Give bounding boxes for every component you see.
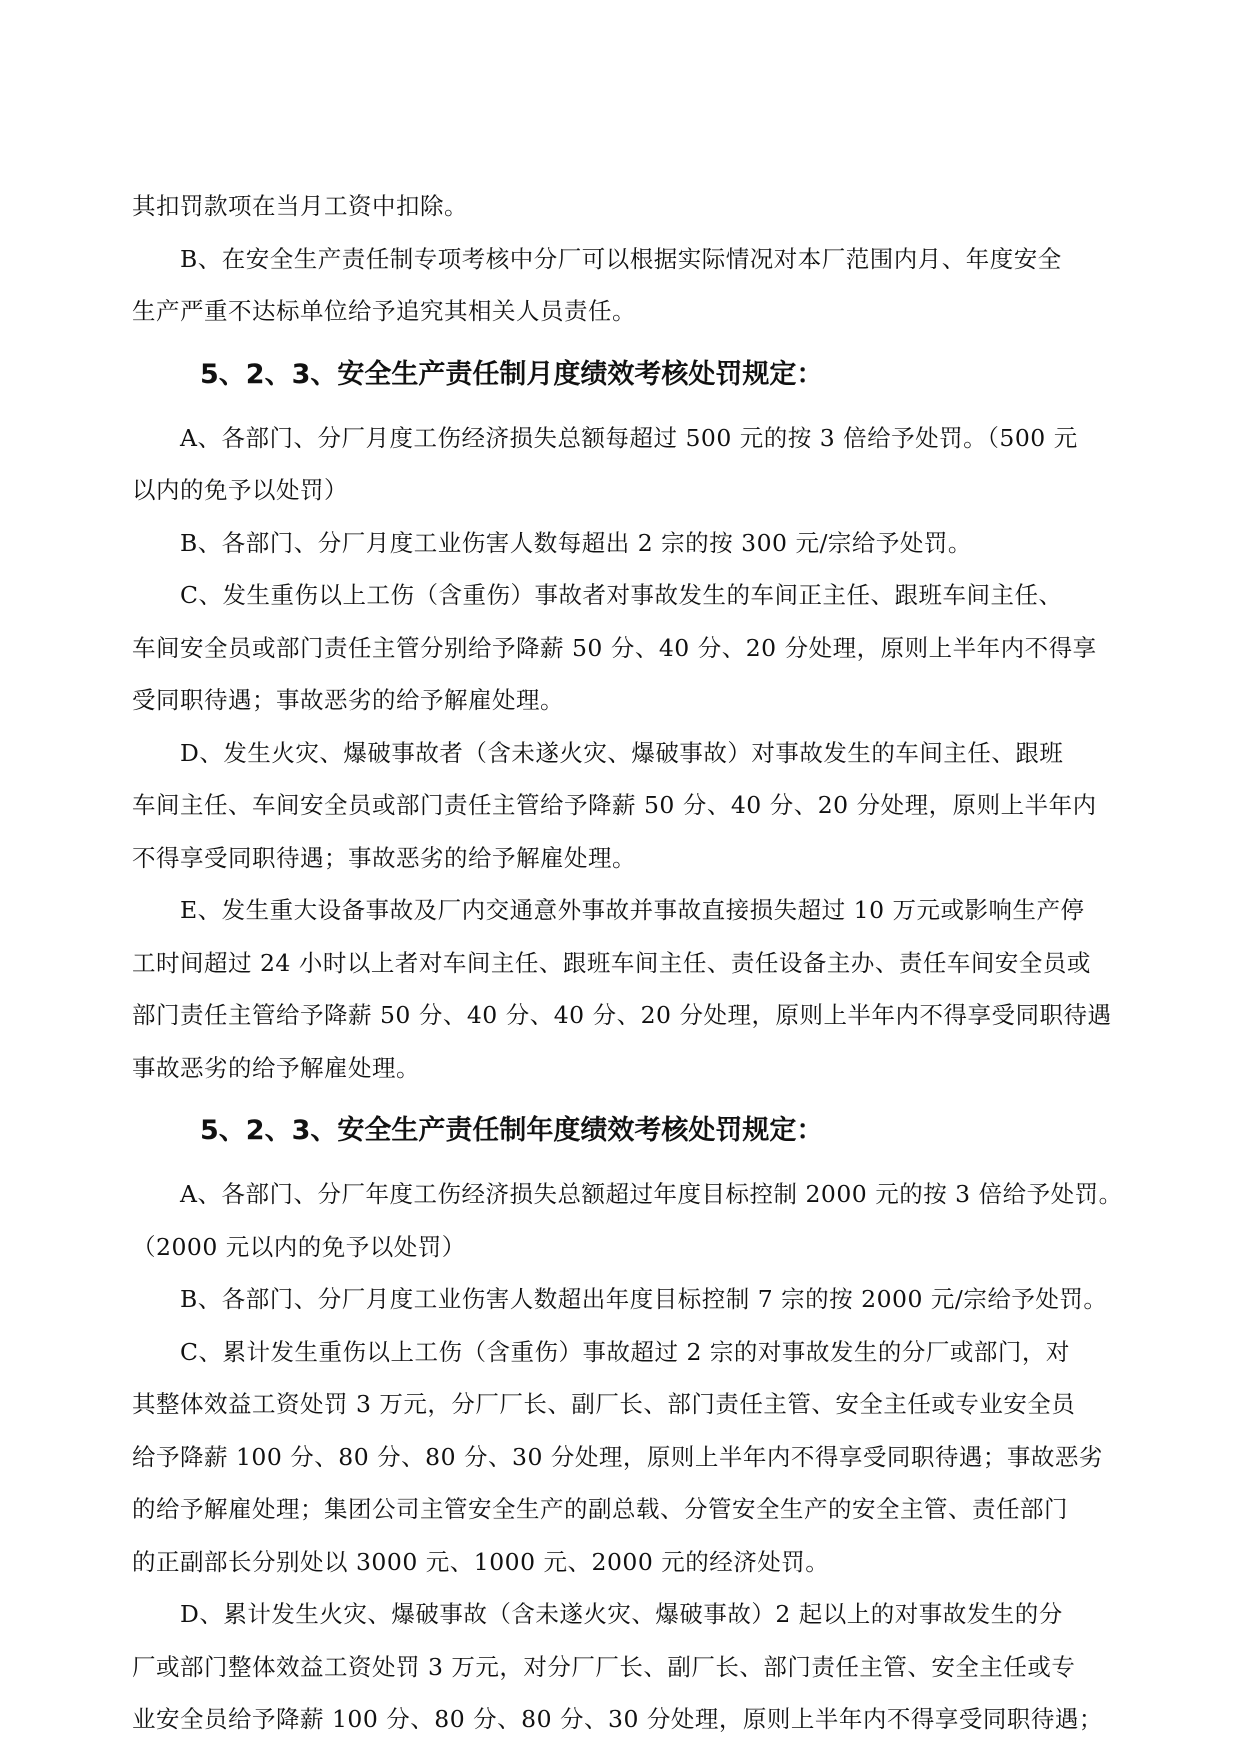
- paragraph-line: 部门责任主管给予降薪 50 分、40 分、40 分、20 分处理，原则上半年内不得享受同职待遇: [132, 1001, 1112, 1029]
- paragraph-line: 厂或部门整体效益工资处罚 3 万元，对分厂厂长、副厂长、部门责任主管、安全主任或专: [132, 1652, 1076, 1681]
- paragraph-line: （2000 元以内的免予以处罚）: [132, 1232, 466, 1261]
- section-heading: 5、2、3、安全生产责任制月度绩效考核处罚规定：: [200, 358, 824, 390]
- paragraph-line: 不得享受同职待遇；事故恶劣的给予解雇处理。: [132, 843, 636, 872]
- paragraph-line: 给予降薪 100 分、80 分、80 分、30 分处理，原则上半年内不得享受同职待遇；事故恶劣: [132, 1442, 1103, 1471]
- paragraph-line: 车间主任、车间安全员或部门责任主管给予降薪 50 分、40 分、20 分处理，原则上半年内: [132, 791, 1097, 819]
- paragraph-line: 其扣罚款项在当月工资中扣除。: [132, 192, 468, 220]
- paragraph-line: 其整体效益工资处罚 3 万元，分厂厂长、副厂长、部门责任主管、安全主任或专业安全员: [132, 1390, 1076, 1418]
- paragraph-line: 工时间超过 24 小时以上者对车间主任、跟班车间主任、责任设备主办、责任车间安全员或: [132, 948, 1091, 977]
- paragraph-line: D、累计发生火灾、爆破事故（含未遂火灾、爆破事故）2 起以上的对事故发生的分: [180, 1600, 1063, 1628]
- paragraph-line: 的正副部长分别处以 3000 元、1000 元、2000 元的经济处罚。: [132, 1547, 830, 1576]
- paragraph-line: 车间安全员或部门责任主管分别给予降薪 50 分、40 分、20 分处理，原则上半年内不得享: [132, 633, 1097, 662]
- section-heading: 5、2、3、安全生产责任制年度绩效考核处罚规定：: [200, 1115, 824, 1146]
- paragraph-line: A、各部门、分厂月度工伤经济损失总额每超过 500 元的按 3 倍给予处罚。（500 元: [180, 423, 1078, 452]
- paragraph-line: B、各部门、分厂月度工业伤害人数每超出 2 宗的按 300 元/宗给予处罚。: [180, 528, 972, 557]
- paragraph-line: C、累计发生重伤以上工伤（含重伤）事故超过 2 宗的对事故发生的分厂或部门，对: [180, 1337, 1070, 1366]
- paragraph-line: 的给予解雇处理；集团公司主管安全生产的副总载、分管安全生产的安全主管、责任部门: [132, 1495, 1068, 1523]
- paragraph-line: C、发生重伤以上工伤（含重伤）事故者对事故发生的车间正主任、跟班车间主任、: [180, 581, 1063, 609]
- paragraph-line: D、发生火灾、爆破事故者（含未遂火灾、爆破事故）对事故发生的车间主任、跟班: [180, 738, 1064, 767]
- document-body: [132, 180, 1122, 1746]
- paragraph-line: 受同职待遇；事故恶劣的给予解雇处理。: [132, 686, 564, 714]
- paragraph-line: 事故恶劣的给予解雇处理。: [132, 1053, 420, 1082]
- paragraph-line: E、发生重大设备事故及厂内交通意外事故并事故直接损失超过 10 万元或影响生产停: [180, 896, 1085, 924]
- paragraph-line: 业安全员给予降薪 100 分、80 分、80 分、30 分处理，原则上半年内不得享受同职待遇；: [132, 1705, 1103, 1733]
- paragraph-line: B、各部门、分厂月度工业伤害人数超出年度目标控制 7 宗的按 2000 元/宗给予处罚。: [180, 1285, 1108, 1313]
- paragraph-line: A、各部门、分厂年度工伤经济损失总额超过年度目标控制 2000 元的按 3 倍给予处罚。: [180, 1180, 1123, 1208]
- paragraph-line: 生产严重不达标单位给予追究其相关人员责任。: [132, 297, 636, 325]
- paragraph-line: 以内的免予以处罚）: [132, 476, 348, 504]
- paragraph-line: B、在安全生产责任制专项考核中分厂可以根据实际情况对本厂范围内月、年度安全: [180, 244, 1062, 273]
